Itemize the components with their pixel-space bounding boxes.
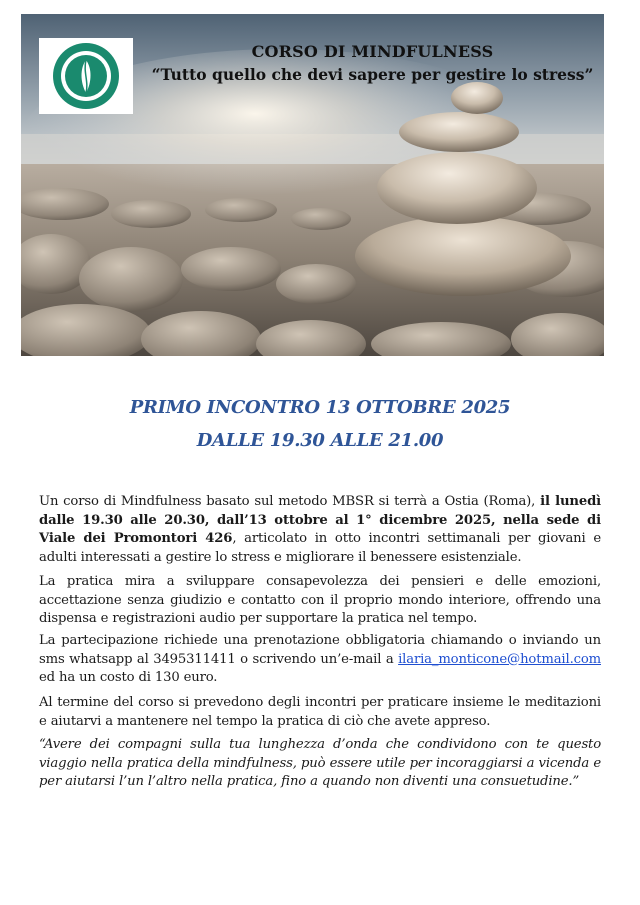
booking-cost: ed ha un costo di 130 euro. [39,670,218,686]
studio-logo-icon [39,38,133,114]
first-meeting-time: DALLE 19.30 ALLE 21.00 [196,430,444,451]
closing-quote: “Avere dei compagni sulla tua lunghezza d’onda che condividono con te questo viaggio nella pratica della mindfulness, può essere utile per incoraggiarsi a vicenda e per aiutarsi l’un l’altro nella pratica, fino a quando non diventi una consuetudine.” [39,737,601,790]
paragraph-followup: Al termine del corso si prevedono degli incontri per praticare insieme le meditazioni e aiutarvi a mantenere nel tempo la pratica di ciò che avete appreso. [39,695,601,729]
paragraph-practice: La pratica mira a sviluppare consapevolezza dei pensieri e delle emozioni, accettazione senza giudizio e contatto con il proprio mondo interiore, offrendo una dispensa e registrazioni audio per supportare la pratica nel tempo. [39,574,601,627]
hero-title [150,40,595,86]
course-subtitle: “Tutto quello che devi sapere per gestire lo stress” [151,65,594,84]
first-meeting-date: PRIMO INCONTRO 13 OTTOBRE 2025 [129,397,511,418]
booking-text: La partecipazione richiede una prenotazione obbligatoria chiamando o inviando un sms whatsapp al 3495311411 o scrivendo un’e-mail a [39,633,601,667]
course-title: CORSO DI MINDFULNESS [251,42,494,61]
intro-schedule: il lunedì dalle 19.30 alle 20.30, dall’13 ottobre al 1° dicembre 2025, nella sede di Viale dei Promontori 426 [39,494,601,547]
paragraph-intro [39,493,601,567]
paragraph-booking [39,632,601,688]
logo [39,38,133,114]
intro-text-end: , articolato in otto incontri settimanali per giovani e adulti interessati a gestire lo stress e migliorare il benessere esistenziale. [39,531,601,565]
intro-text: Un corso di Mindfulness basato sul metodo MBSR si terrà a Ostia (Roma), [39,494,541,509]
email-link[interactable]: ilaria_monticone@hotmail.com [398,651,601,667]
